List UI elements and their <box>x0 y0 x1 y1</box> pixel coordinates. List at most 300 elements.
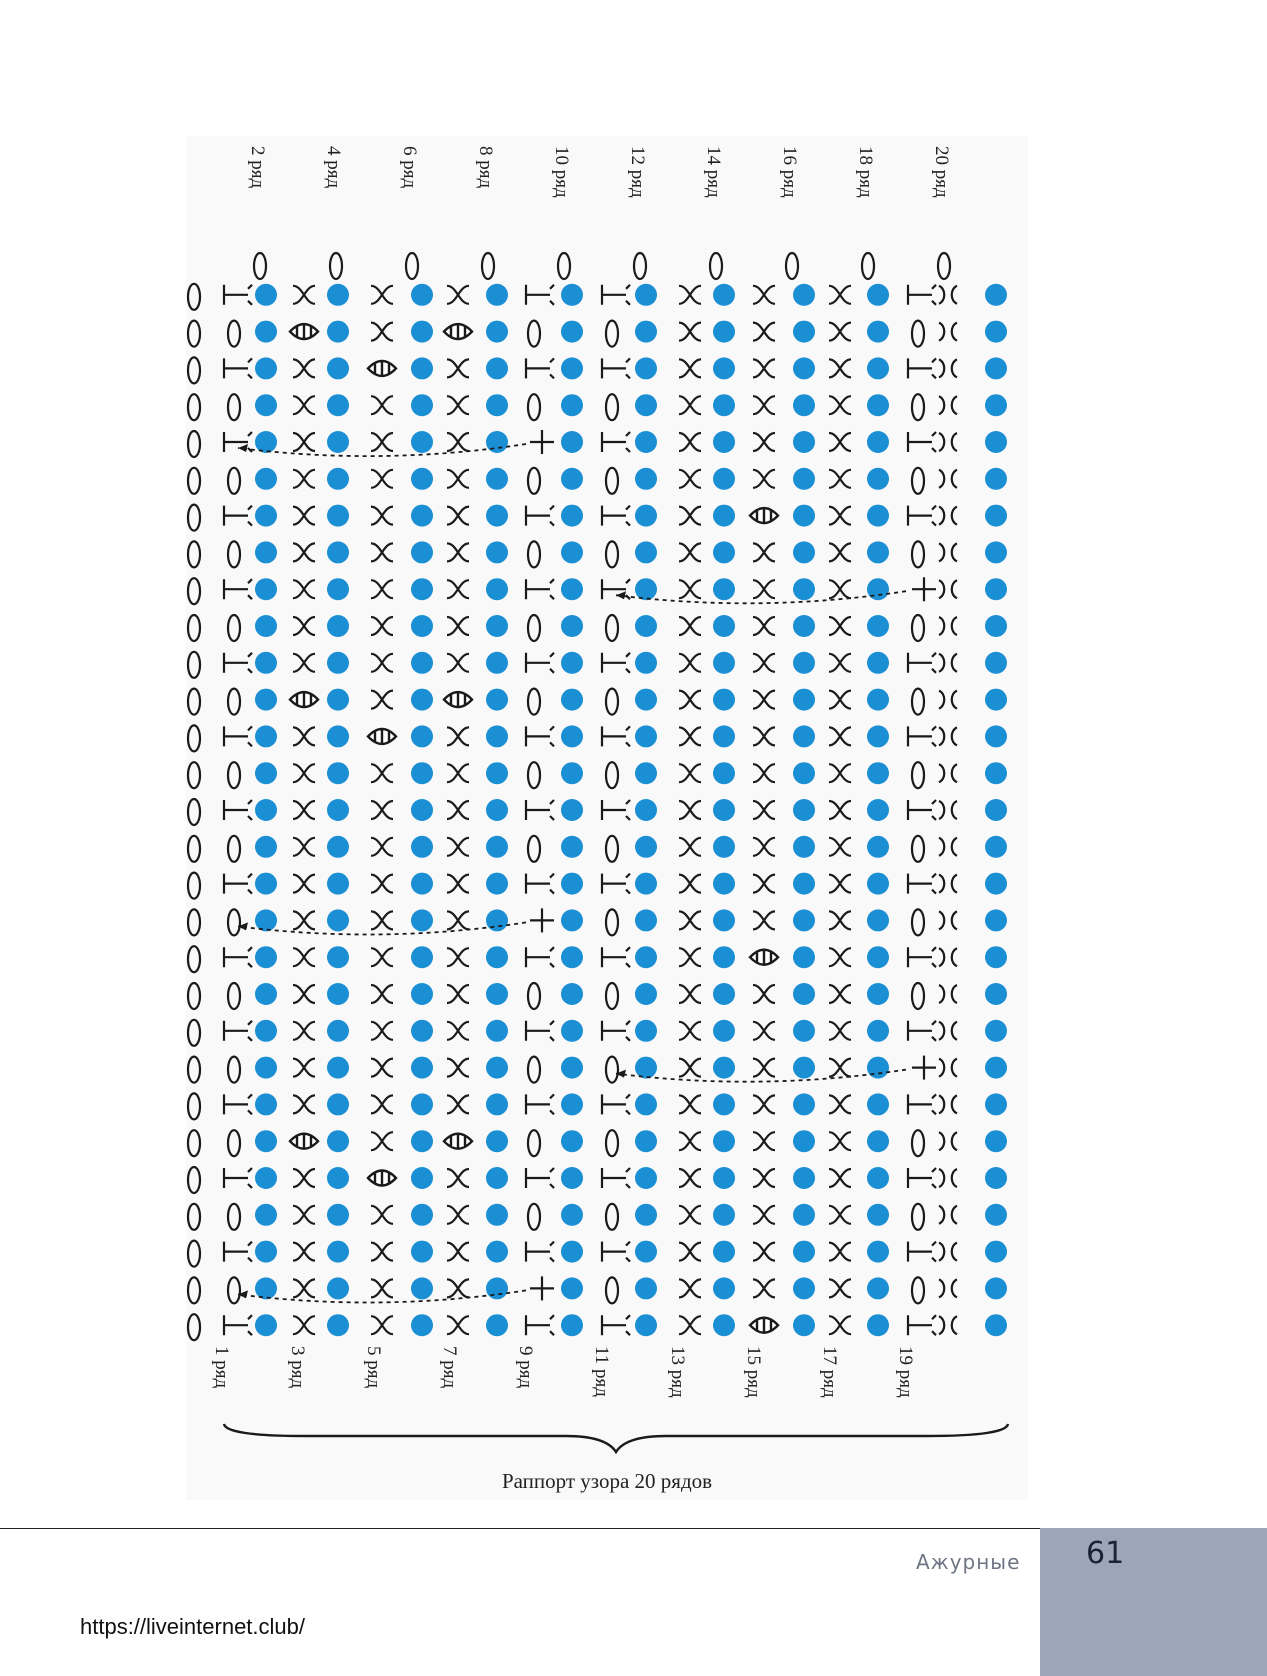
single-crochet-symbol <box>293 875 315 893</box>
blue-dot-symbol <box>486 909 508 931</box>
blue-dot-symbol <box>327 1020 349 1042</box>
blue-dot-symbol <box>867 1130 889 1152</box>
puff-stitch-symbol <box>290 324 318 340</box>
blue-dot-symbol <box>327 505 349 527</box>
top-row-label: 8 ряд <box>475 146 496 189</box>
blue-dot-symbol <box>985 725 1007 747</box>
cross-stitch-symbol <box>939 654 957 672</box>
single-crochet-symbol <box>293 1169 315 1187</box>
blue-dot-symbol <box>255 284 277 306</box>
blue-dot-symbol <box>486 946 508 968</box>
blue-dot-symbol <box>793 1057 815 1079</box>
chain-loop-symbol <box>188 873 200 899</box>
double-crochet-symbol <box>526 1315 554 1335</box>
blue-dot-symbol <box>635 1241 657 1263</box>
blue-dot-symbol <box>411 873 433 895</box>
double-crochet-symbol <box>602 874 630 894</box>
cross-stitch-symbol <box>939 470 957 488</box>
single-crochet-symbol <box>447 617 469 635</box>
chain-loop-symbol <box>528 394 540 420</box>
double-crochet-symbol <box>526 874 554 894</box>
blue-dot-symbol <box>486 431 508 453</box>
double-crochet-symbol <box>526 506 554 526</box>
double-crochet-symbol <box>602 285 630 305</box>
blue-dot-symbol <box>793 762 815 784</box>
blue-dot-symbol <box>635 1277 657 1299</box>
chain-loop-symbol <box>228 689 240 715</box>
single-crochet-symbol <box>293 433 315 451</box>
top-row-labels <box>247 146 952 198</box>
blue-dot-symbol <box>867 431 889 453</box>
chain-loop-symbol <box>912 1130 924 1156</box>
single-crochet-symbol <box>829 1206 851 1224</box>
blue-dot-symbol <box>793 321 815 343</box>
blue-dot-symbol <box>985 983 1007 1005</box>
blue-dot-symbol <box>985 873 1007 895</box>
single-crochet-symbol <box>679 801 701 819</box>
blue-dot-symbol <box>793 431 815 453</box>
blue-dot-symbol <box>411 1277 433 1299</box>
cross-stitch-symbol <box>939 838 957 856</box>
blue-dot-symbol <box>985 1314 1007 1336</box>
blue-dot-symbol <box>561 652 583 674</box>
single-crochet-symbol <box>753 654 775 672</box>
puff-stitch-symbol <box>290 692 318 708</box>
chain-loop-symbol <box>188 321 200 347</box>
blue-dot-symbol <box>635 983 657 1005</box>
single-crochet-symbol <box>293 543 315 561</box>
blue-dot-symbol <box>411 431 433 453</box>
blue-dot-symbol <box>867 652 889 674</box>
blue-dot-symbol <box>635 762 657 784</box>
single-crochet-symbol <box>753 1059 775 1077</box>
blue-dot-symbol <box>867 689 889 711</box>
chain-loop-symbol <box>528 689 540 715</box>
chain-loop-symbol <box>606 541 618 567</box>
blue-dot-symbol <box>255 725 277 747</box>
blue-dot-symbol <box>635 284 657 306</box>
chain-loop-symbol <box>228 541 240 567</box>
top-row-label: 6 ряд <box>399 146 420 189</box>
blue-dot-symbol <box>255 394 277 416</box>
blue-dot-symbol <box>561 505 583 527</box>
slip-stitch-symbol <box>912 577 936 601</box>
blue-dot-symbol <box>635 836 657 858</box>
blue-dot-symbol <box>327 321 349 343</box>
blue-dot-symbol <box>985 505 1007 527</box>
puff-stitch-symbol <box>368 728 396 744</box>
chain-loop-symbol <box>912 468 924 494</box>
blue-dot-symbol <box>867 468 889 490</box>
blue-dot-symbol <box>561 873 583 895</box>
chain-loop-symbol <box>188 1093 200 1119</box>
chain-loop-symbol <box>528 983 540 1009</box>
blue-dot-symbol <box>561 1020 583 1042</box>
double-crochet-symbol <box>526 800 554 820</box>
single-crochet-symbol <box>753 764 775 782</box>
single-crochet-symbol <box>447 1316 469 1334</box>
blue-dot-symbol <box>486 615 508 637</box>
chain-loop-symbol <box>188 394 200 420</box>
single-crochet-symbol <box>829 617 851 635</box>
repeat-brace <box>224 1424 1008 1452</box>
double-crochet-symbol <box>224 432 252 452</box>
blue-dot-symbol <box>793 394 815 416</box>
double-crochet-symbol <box>526 1242 554 1262</box>
single-crochet-symbol <box>829 1132 851 1150</box>
double-crochet-symbol <box>908 506 936 526</box>
double-crochet-symbol <box>908 874 936 894</box>
single-crochet-symbol <box>679 543 701 561</box>
blue-dot-symbol <box>867 909 889 931</box>
single-crochet-symbol <box>371 875 393 893</box>
blue-dot-symbol <box>985 1204 1007 1226</box>
chain-loop-symbol <box>188 468 200 494</box>
blue-dot-symbol <box>255 983 277 1005</box>
single-crochet-symbol <box>447 1022 469 1040</box>
single-crochet-symbol <box>371 286 393 304</box>
single-crochet-symbol <box>753 1132 775 1150</box>
single-crochet-symbol <box>447 507 469 525</box>
blue-dot-symbol <box>985 1093 1007 1115</box>
single-crochet-symbol <box>371 691 393 709</box>
blue-dot-symbol <box>635 505 657 527</box>
single-crochet-symbol <box>753 1022 775 1040</box>
single-crochet-symbol <box>679 323 701 341</box>
single-crochet-symbol <box>829 580 851 598</box>
double-crochet-symbol <box>602 1168 630 1188</box>
blue-dot-symbol <box>255 799 277 821</box>
cross-stitch-symbol <box>939 911 957 929</box>
double-crochet-symbol <box>224 579 252 599</box>
single-crochet-symbol <box>293 764 315 782</box>
chain-loop-symbol <box>606 394 618 420</box>
double-crochet-symbol <box>526 285 554 305</box>
footer-rule <box>0 1528 1040 1529</box>
blue-dot-symbol <box>635 357 657 379</box>
single-crochet-symbol <box>679 1279 701 1297</box>
cross-stitch-symbol <box>939 323 957 341</box>
blue-dot-symbol <box>713 468 735 490</box>
chain-loop-symbol <box>188 983 200 1009</box>
blue-dot-symbol <box>867 836 889 858</box>
single-crochet-symbol <box>829 911 851 929</box>
single-crochet-symbol <box>447 470 469 488</box>
blue-dot-symbol <box>793 541 815 563</box>
blue-dot-symbol <box>561 762 583 784</box>
chain-loop-symbol <box>912 836 924 862</box>
blue-dot-symbol <box>867 1093 889 1115</box>
blue-dot-symbol <box>867 762 889 784</box>
bottom-row-label: 17 ряд <box>819 1346 840 1398</box>
blue-dot-symbol <box>713 1057 735 1079</box>
blue-dot-symbol <box>985 541 1007 563</box>
cross-stitch-symbol <box>939 1206 957 1224</box>
bottom-row-label: 9 ряд <box>515 1346 536 1389</box>
top-row-label: 10 ряд <box>551 146 572 198</box>
single-crochet-symbol <box>679 580 701 598</box>
chain-loop-symbol <box>228 909 240 935</box>
source-url[interactable]: https://liveinternet.club/ <box>80 1614 306 1639</box>
single-crochet-symbol <box>679 654 701 672</box>
blue-dot-symbol <box>713 541 735 563</box>
cross-stitch-symbol <box>939 1243 957 1261</box>
blue-dot-symbol <box>411 1314 433 1336</box>
single-crochet-symbol <box>293 470 315 488</box>
blue-dot-symbol <box>867 1314 889 1336</box>
double-crochet-symbol <box>908 432 936 452</box>
blue-dot-symbol <box>635 1057 657 1079</box>
single-crochet-symbol <box>679 764 701 782</box>
chain-loop-symbol <box>188 1277 200 1303</box>
single-crochet-symbol <box>679 875 701 893</box>
single-crochet-symbol <box>371 617 393 635</box>
blue-dot-symbol <box>713 615 735 637</box>
blue-dot-symbol <box>635 321 657 343</box>
blue-dot-symbol <box>486 873 508 895</box>
single-crochet-symbol <box>293 1243 315 1261</box>
double-crochet-symbol <box>224 1315 252 1335</box>
blue-dot-symbol <box>635 909 657 931</box>
chain-loop-symbol <box>188 1241 200 1267</box>
single-crochet-symbol <box>753 617 775 635</box>
cross-stitch-symbol <box>939 396 957 414</box>
blue-dot-symbol <box>411 321 433 343</box>
single-crochet-symbol <box>829 801 851 819</box>
crochet-chart <box>186 136 1028 1500</box>
blue-dot-symbol <box>255 468 277 490</box>
bottom-row-label: 13 ряд <box>667 1346 688 1398</box>
blue-dot-symbol <box>867 394 889 416</box>
blue-dot-symbol <box>793 1093 815 1115</box>
blue-dot-symbol <box>327 431 349 453</box>
crochet-chart-panel <box>186 136 1028 1500</box>
blue-dot-symbol <box>255 689 277 711</box>
blue-dot-symbol <box>635 1130 657 1152</box>
chain-loop-symbol <box>862 253 874 279</box>
single-crochet-symbol <box>753 470 775 488</box>
single-crochet-symbol <box>447 654 469 672</box>
single-crochet-symbol <box>447 1279 469 1297</box>
single-crochet-symbol <box>293 1279 315 1297</box>
single-crochet-symbol <box>679 396 701 414</box>
bottom-row-label: 7 ряд <box>439 1346 460 1389</box>
blue-dot-symbol <box>867 1241 889 1263</box>
single-crochet-symbol <box>371 764 393 782</box>
single-crochet-symbol <box>753 1279 775 1297</box>
blue-dot-symbol <box>411 1167 433 1189</box>
blue-dot-symbol <box>867 1277 889 1299</box>
blue-dot-symbol <box>411 909 433 931</box>
blue-dot-symbol <box>255 578 277 600</box>
chain-loop-symbol <box>254 253 266 279</box>
blue-dot-symbol <box>327 836 349 858</box>
dashed-arrow <box>238 1290 526 1302</box>
double-crochet-symbol <box>602 800 630 820</box>
blue-dot-symbol <box>486 578 508 600</box>
single-crochet-symbol <box>829 727 851 745</box>
double-crochet-symbol <box>526 358 554 378</box>
chain-loop-symbol <box>330 253 342 279</box>
blue-dot-symbol <box>327 946 349 968</box>
blue-dot-symbol <box>486 1167 508 1189</box>
single-crochet-symbol <box>679 1022 701 1040</box>
double-crochet-symbol <box>602 947 630 967</box>
chain-loop-symbol <box>228 394 240 420</box>
blue-dot-symbol <box>411 284 433 306</box>
chain-loop-symbol <box>188 615 200 641</box>
blue-dot-symbol <box>327 1093 349 1115</box>
blue-dot-symbol <box>867 578 889 600</box>
blue-dot-symbol <box>486 1204 508 1226</box>
blue-dot-symbol <box>985 284 1007 306</box>
chain-loop-symbol <box>188 284 200 310</box>
blue-dot-symbol <box>411 1130 433 1152</box>
cross-stitch-symbol <box>939 1132 957 1150</box>
blue-dot-symbol <box>713 725 735 747</box>
blue-dot-symbol <box>867 1204 889 1226</box>
chain-loop-symbol <box>912 762 924 788</box>
blue-dot-symbol <box>561 1130 583 1152</box>
single-crochet-symbol <box>293 1206 315 1224</box>
double-crochet-symbol <box>526 653 554 673</box>
bottom-row-labels <box>211 1346 916 1398</box>
single-crochet-symbol <box>679 691 701 709</box>
single-crochet-symbol <box>371 433 393 451</box>
chain-loop-symbol <box>188 1020 200 1046</box>
chain-loop-symbol <box>228 1130 240 1156</box>
chain-loop-symbol <box>528 836 540 862</box>
cross-stitch-symbol <box>939 1059 957 1077</box>
blue-dot-symbol <box>486 284 508 306</box>
blue-dot-symbol <box>867 725 889 747</box>
single-crochet-symbol <box>829 1059 851 1077</box>
single-crochet-symbol <box>447 838 469 856</box>
single-crochet-symbol <box>753 801 775 819</box>
slip-stitch-symbol <box>530 908 554 932</box>
blue-dot-symbol <box>713 799 735 821</box>
chain-loop-symbol <box>188 652 200 678</box>
blue-dot-symbol <box>635 578 657 600</box>
cross-stitch-symbol <box>939 580 957 598</box>
single-crochet-symbol <box>371 1132 393 1150</box>
blue-dot-symbol <box>486 541 508 563</box>
blue-dot-symbol <box>867 1167 889 1189</box>
blue-dot-symbol <box>793 946 815 968</box>
blue-dot-symbol <box>635 652 657 674</box>
single-crochet-symbol <box>753 875 775 893</box>
blue-dot-symbol <box>486 762 508 784</box>
blue-dot-symbol <box>985 1277 1007 1299</box>
top-row-label: 2 ряд <box>247 146 268 189</box>
single-crochet-symbol <box>371 507 393 525</box>
blue-dot-symbol <box>327 1314 349 1336</box>
single-crochet-symbol <box>447 727 469 745</box>
double-crochet-symbol <box>602 653 630 673</box>
puff-stitch-symbol <box>290 1133 318 1149</box>
single-crochet-symbol <box>447 764 469 782</box>
blue-dot-symbol <box>793 505 815 527</box>
blue-dot-symbol <box>255 946 277 968</box>
single-crochet-symbol <box>679 617 701 635</box>
double-crochet-symbol <box>908 1021 936 1041</box>
cross-stitch-symbol <box>939 507 957 525</box>
cross-stitch-symbol <box>939 985 957 1003</box>
chain-loop-symbol <box>188 799 200 825</box>
blue-dot-symbol <box>985 762 1007 784</box>
chain-loop-symbol <box>188 1314 200 1340</box>
blue-dot-symbol <box>561 394 583 416</box>
chain-loop-symbol <box>228 468 240 494</box>
blue-dot-symbol <box>327 909 349 931</box>
blue-dot-symbol <box>985 689 1007 711</box>
single-crochet-symbol <box>679 727 701 745</box>
blue-dot-symbol <box>561 836 583 858</box>
blue-dot-symbol <box>793 615 815 637</box>
blue-dot-symbol <box>985 946 1007 968</box>
blue-dot-symbol <box>561 725 583 747</box>
blue-dot-symbol <box>411 1057 433 1079</box>
bottom-row-label: 5 ряд <box>363 1346 384 1389</box>
blue-dot-symbol <box>793 1277 815 1299</box>
chain-loop-symbol <box>606 1130 618 1156</box>
chain-loop-symbol <box>786 253 798 279</box>
double-crochet-symbol <box>224 1242 252 1262</box>
chain-loop-symbol <box>558 253 570 279</box>
blue-dot-symbol <box>327 1167 349 1189</box>
blue-dot-symbol <box>327 799 349 821</box>
blue-dot-symbol <box>713 1130 735 1152</box>
single-crochet-symbol <box>753 323 775 341</box>
chain-loop-symbol <box>912 615 924 641</box>
blue-dot-symbol <box>713 873 735 895</box>
blue-dot-symbol <box>561 1167 583 1189</box>
chain-loop-symbol <box>606 909 618 935</box>
blue-dot-symbol <box>713 1020 735 1042</box>
blue-dot-symbol <box>486 1057 508 1079</box>
blue-dot-symbol <box>713 652 735 674</box>
double-crochet-symbol <box>908 800 936 820</box>
blue-dot-symbol <box>561 431 583 453</box>
single-crochet-symbol <box>371 323 393 341</box>
puff-stitch-symbol <box>444 324 472 340</box>
single-crochet-symbol <box>447 433 469 451</box>
chain-loop-symbol <box>228 321 240 347</box>
bottom-row-label: 11 ряд <box>591 1346 612 1397</box>
chain-loop-symbol <box>188 505 200 531</box>
single-crochet-symbol <box>753 691 775 709</box>
cross-stitch-symbol <box>939 764 957 782</box>
single-crochet-symbol <box>829 1022 851 1040</box>
blue-dot-symbol <box>635 468 657 490</box>
single-crochet-symbol <box>293 654 315 672</box>
page-number: 61 <box>1086 1536 1125 1571</box>
single-crochet-symbol <box>753 1169 775 1187</box>
chain-loop-symbol <box>528 1130 540 1156</box>
single-crochet-symbol <box>371 1206 393 1224</box>
blue-dot-symbol <box>713 284 735 306</box>
blue-dot-symbol <box>635 946 657 968</box>
blue-dot-symbol <box>985 431 1007 453</box>
cross-stitch-symbol <box>939 1169 957 1187</box>
double-crochet-symbol <box>908 1094 936 1114</box>
blue-dot-symbol <box>985 321 1007 343</box>
blue-dot-symbol <box>327 652 349 674</box>
single-crochet-symbol <box>679 507 701 525</box>
single-crochet-symbol <box>371 470 393 488</box>
single-crochet-symbol <box>753 359 775 377</box>
blue-dot-symbol <box>793 725 815 747</box>
